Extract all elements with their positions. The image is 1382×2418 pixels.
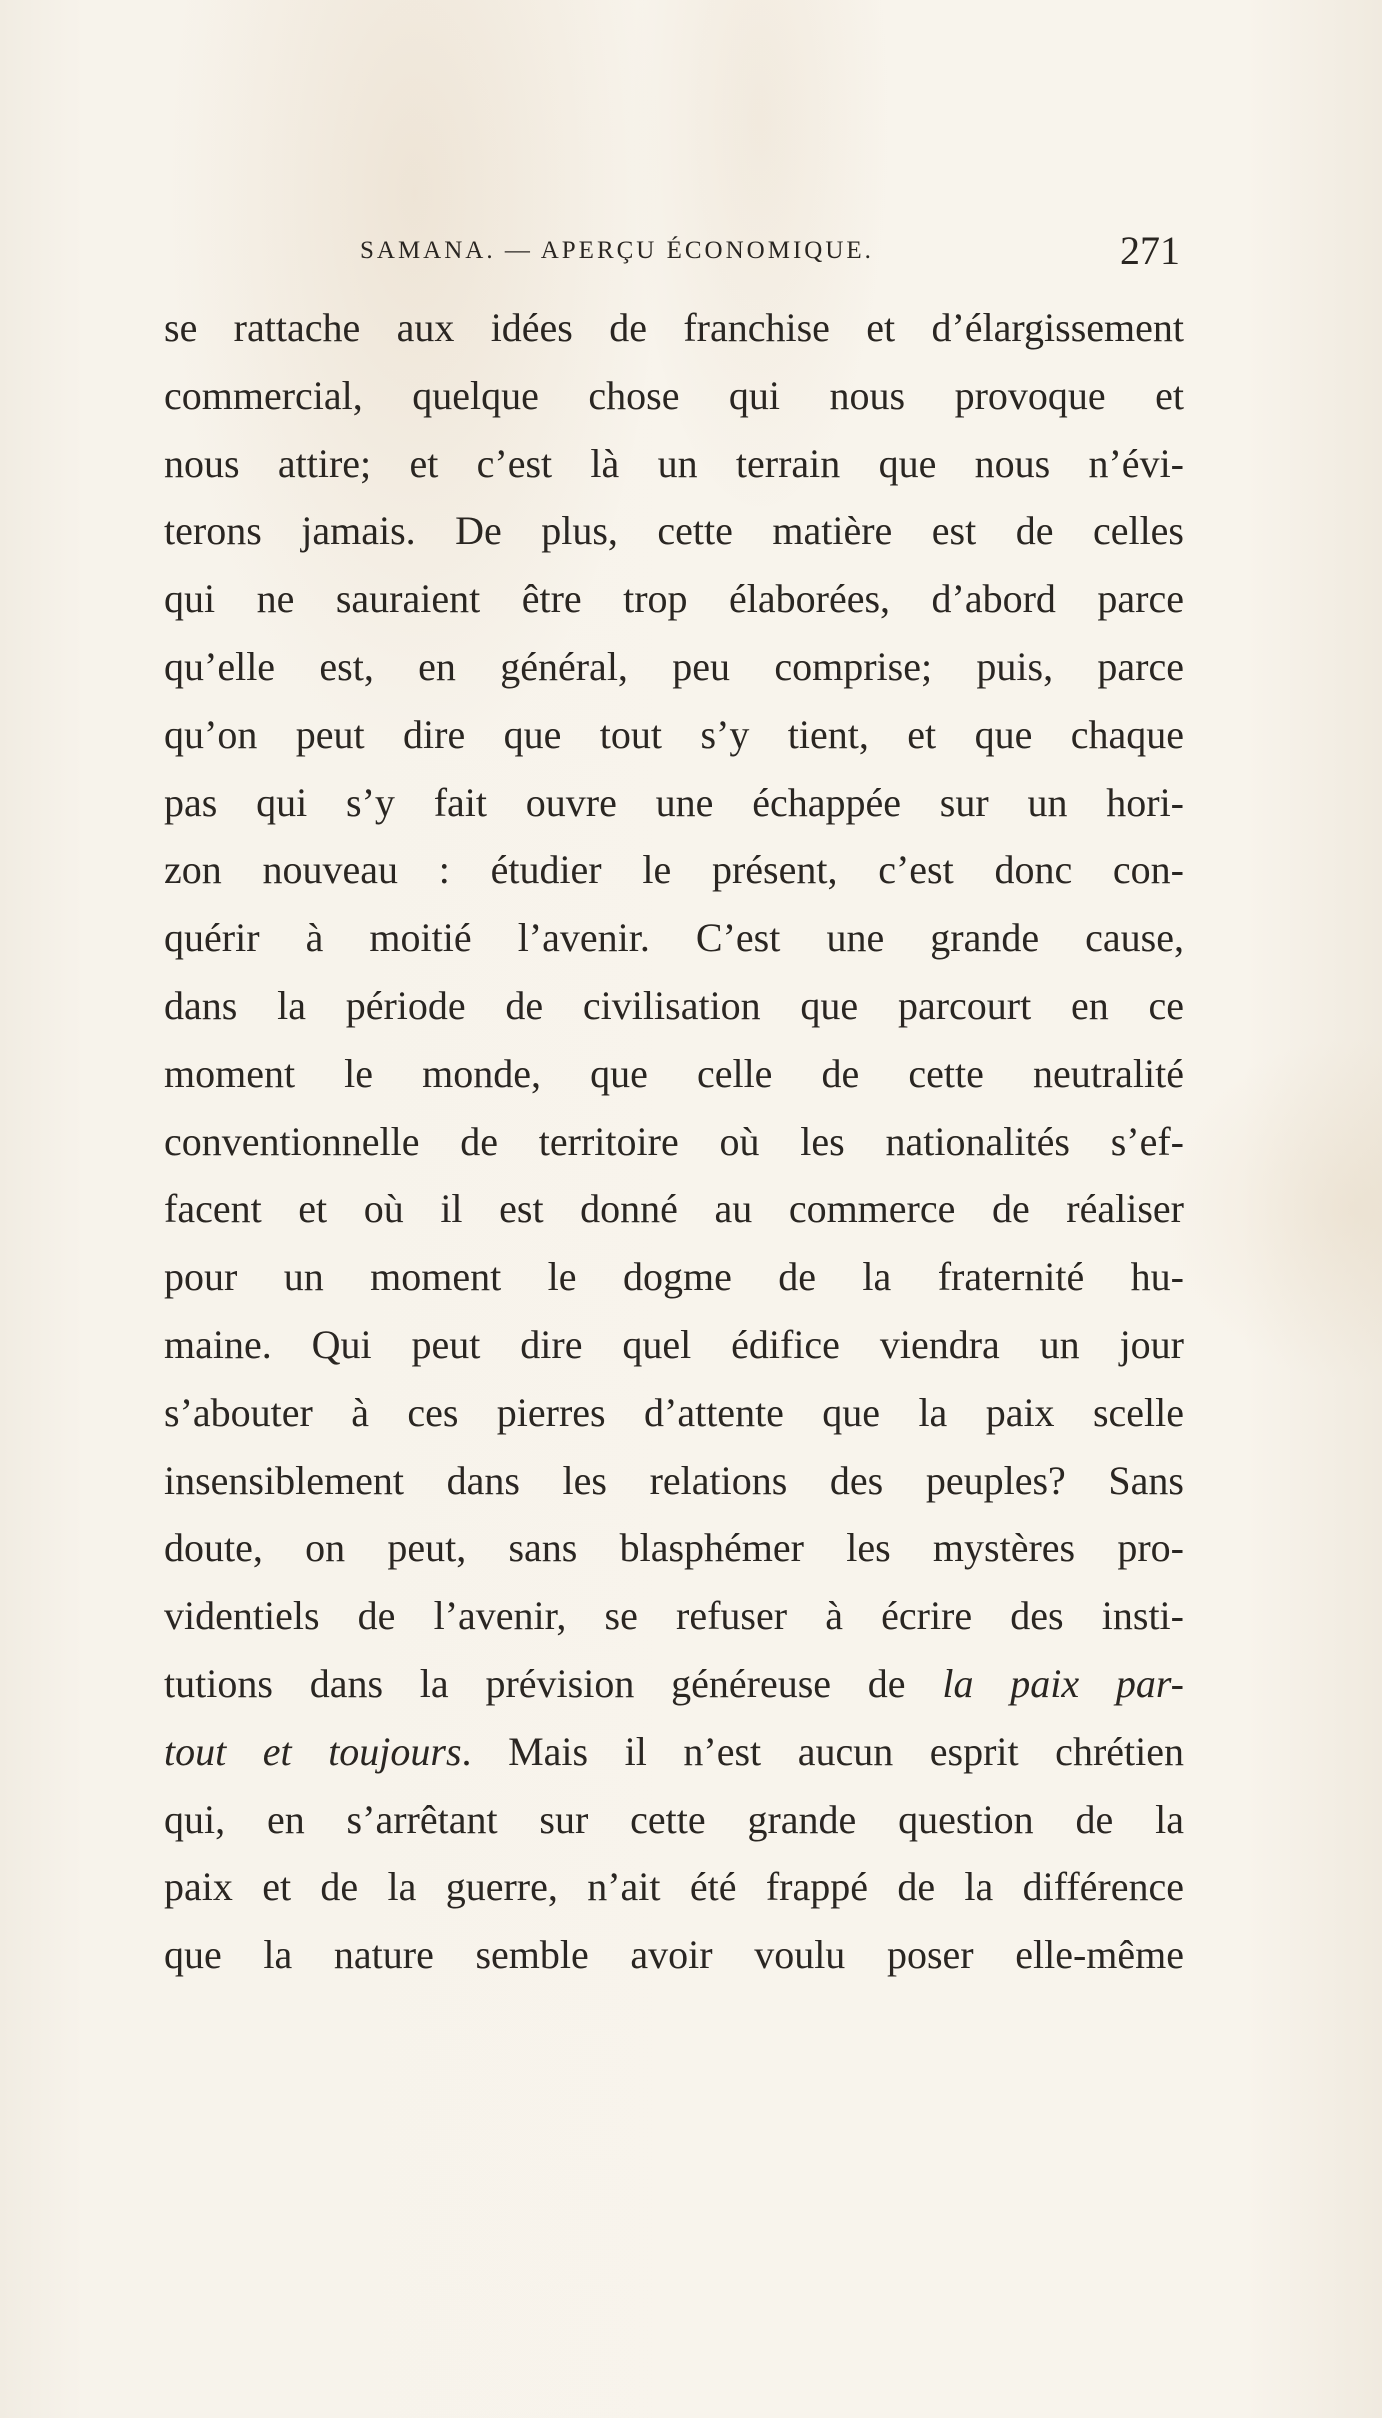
- page-number: 271: [1120, 228, 1180, 273]
- text-line: quérir à moitié l’avenir. C’est une grande cause,: [164, 915, 1184, 961]
- text-line: conventionnelle de territoire où les nationalités s’ef-: [164, 1118, 1184, 1164]
- text-line-with-italic: [164, 1650, 1184, 1718]
- italic-phrase: la paix par-: [942, 1660, 1184, 1706]
- text-line: videntiels de l’avenir, se refuser à écrire des insti-: [164, 1593, 1184, 1639]
- text-line: doute, on peut, sans blasphémer les mystères pro-: [164, 1525, 1184, 1571]
- text-line: commercial, quelque chose qui nous provoque et: [164, 372, 1184, 418]
- text-line: s’abouter à ces pierres d’attente que la paix scelle: [164, 1389, 1184, 1435]
- text-line: zon nouveau : étudier le présent, c’est donc con-: [164, 847, 1184, 893]
- text-line-with-italic: [164, 1718, 1184, 1786]
- text-line: insensiblement dans les relations des peuples? Sans: [164, 1457, 1184, 1503]
- text-segment: . Mais il n’est aucun esprit chrétien: [461, 1728, 1184, 1774]
- text-segment: tutions dans la prévision généreuse de: [164, 1660, 943, 1706]
- text-line: qui ne sauraient être trop élaborées, d’abord parce: [164, 576, 1184, 622]
- text-line: terons jamais. De plus, cette matière est de celles: [164, 508, 1184, 554]
- text-line: paix et de la guerre, n’ait été frappé de la différence: [164, 1864, 1184, 1910]
- italic-phrase: tout et toujours: [164, 1728, 462, 1774]
- text-line: qui, en s’arrêtant sur cette grande question de la: [164, 1796, 1184, 1842]
- text-line: dans la période de civilisation que parcourt en ce: [164, 982, 1184, 1028]
- running-title: SAMANA. — APERÇU ÉCONOMIQUE.: [360, 237, 874, 264]
- text-line: pas qui s’y fait ouvre une échappée sur un hori-: [164, 779, 1184, 825]
- text-line: qu’on peut dire que tout s’y tient, et que chaque: [164, 711, 1184, 757]
- text-line: qu’elle est, en général, peu comprise; puis, parce: [164, 643, 1184, 689]
- text-line: moment le monde, que celle de cette neutralité: [164, 1050, 1184, 1096]
- text-line: pour un moment le dogme de la fraternité hu-: [164, 1254, 1184, 1300]
- text-line: que la nature semble avoir voulu poser elle-même: [164, 1932, 1184, 1978]
- text-line: nous attire; et c’est là un terrain que nous n’évi-: [164, 440, 1184, 486]
- running-head: [360, 226, 1180, 276]
- text-line: maine. Qui peut dire quel édifice viendra un jour: [164, 1321, 1184, 1367]
- text-line: se rattache aux idées de franchise et d’élargissement: [164, 305, 1184, 350]
- text-line: facent et où il est donné au commerce de réaliser: [164, 1186, 1184, 1232]
- body-text: [164, 294, 1184, 1989]
